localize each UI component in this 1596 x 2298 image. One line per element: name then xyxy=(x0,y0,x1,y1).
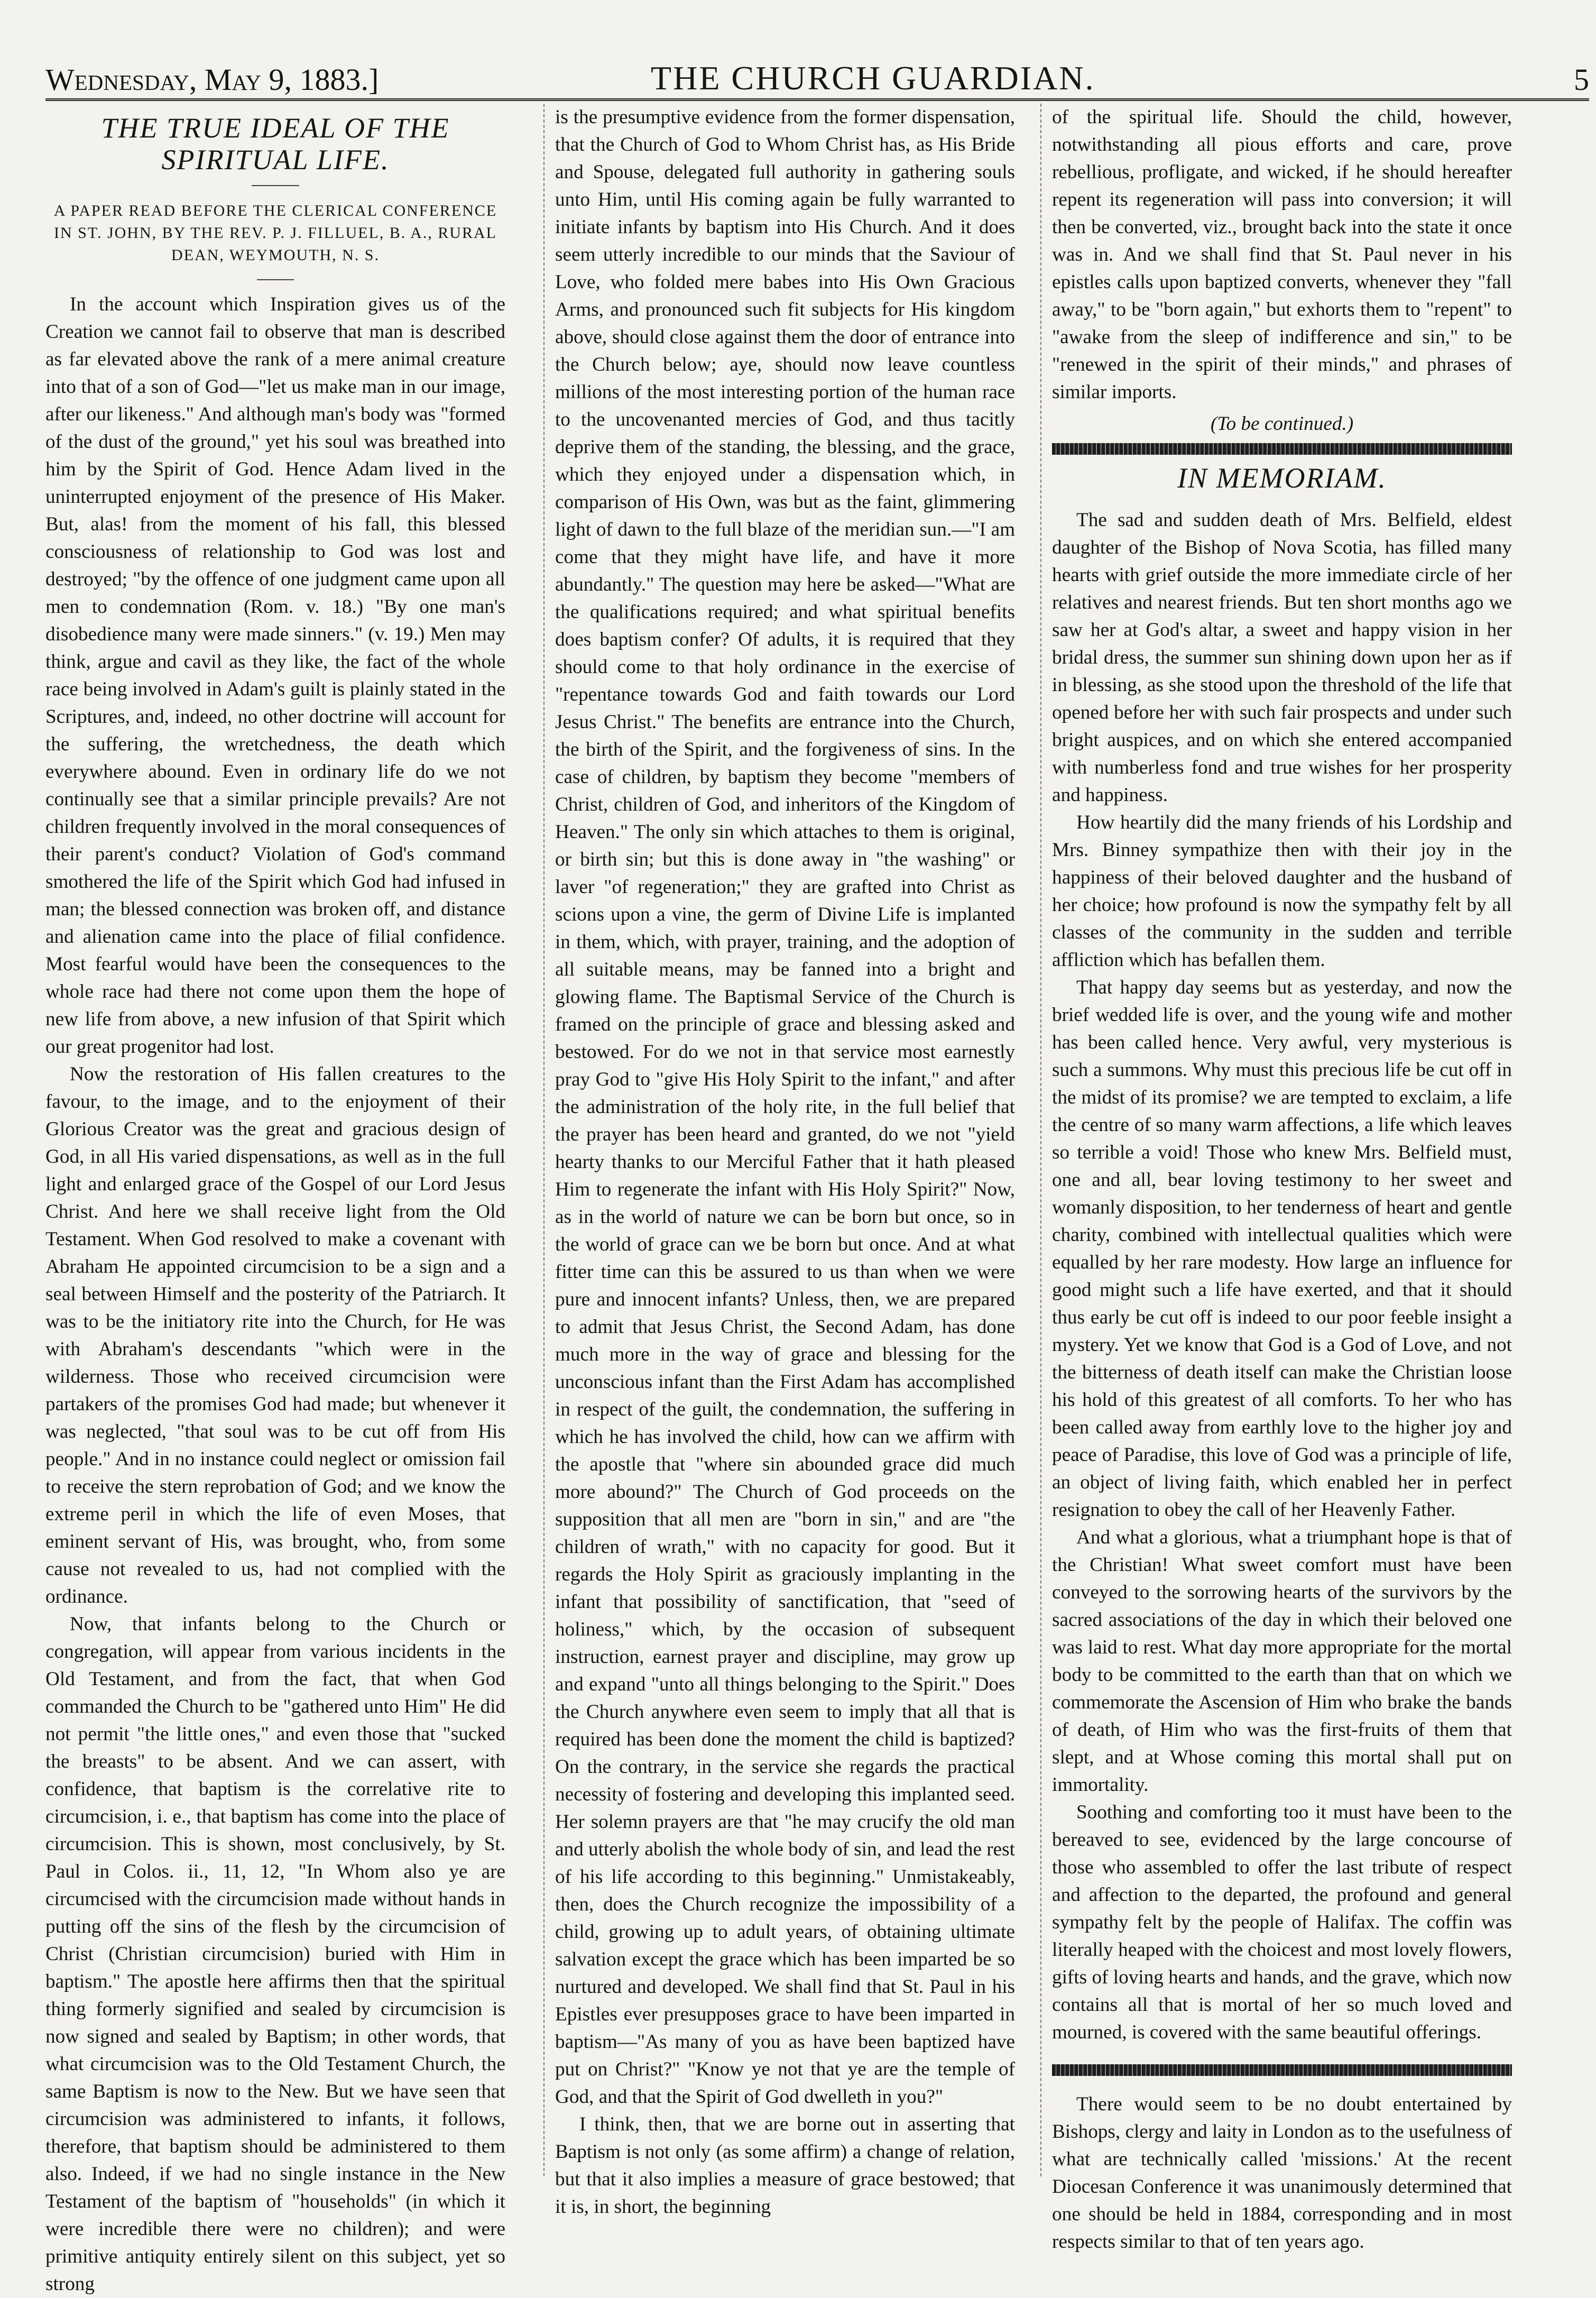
column-2 xyxy=(555,104,1015,2218)
paragraph: I think, then, that we are borne out in asserting that Baptism is not only (as some affirm) a change of relation, but that it also implies a measure of grace bestowed; that it is, in short, the beginning xyxy=(555,2113,1015,2218)
column-1 xyxy=(45,104,505,2295)
to-be-continued: (To be continued.) xyxy=(1210,413,1354,435)
article-title: THE TRUE IDEAL OF THE SPIRITUAL LIFE. xyxy=(101,112,450,176)
paragraph: And what a glorious, what a triumphant hope is that of the Christian! What sweet comfort must have been conveyed to the sorrowing hearts of the survivors by the sacred associations of the day in which their beloved one was laid to rest. What day more appropriate for the mortal body to be committed to the earth than that on which we commemorate the Ascension of Him who brake the bands of death, of Him who was the first-fruits of them that slept, and at Whose coming this mortal shall put on immortality. xyxy=(1052,1527,1512,1796)
paragraph: How heartily did the many friends of his Lordship and Mrs. Binney sympathize then with their joy in the happiness of their beloved daughter and the husband of her choice; how profound is now the sympathy felt by all classes of the community in the sudden and terrible affliction which has befallen them. xyxy=(1052,812,1512,971)
article-title: IN MEMORIAM. xyxy=(1177,462,1387,494)
paragraph: is the presumptive evidence from the former dispensation, that the Church of God to Whom Christ has, as His Bride and Spouse, delegated full authority in gathering souls unto Him, until His coming again be fully warranted to initiate infants by baptism into His Church. And it does seem utterly incredible to our minds that the Saviour of Love, who folded mere babes into His Own Gracious Arms, and pronounced such fit subjects for His kingdom above, should close against them the door of entrance into the Church below; aye, should now leave countless millions of the most interesting portion of the human race to the uncovenanted mercies of God, and thus tacitly deprive them of the standing, the blessing, and the grace, which they enjoyed under a dispensation which, in comparison of His Own, was but as the faint, glimmering light of dawn to the full blaze of the meridian sun.—"I am come that they might have life, and have it more abundantly." The question may here be asked—"What are the qualifications required; and what spiritual benefits does baptism confer? Of adults, it is required that they should come to that holy ordinance in the exercise of "repentance towards God and faith towards our Lord Jesus Christ." The benefits are entrance into the Church, the birth of the Spirit, and the forgiveness of sins. In the case of children, by baptism they become "members of Christ, children of God, and inheritors of the Kingdom of Heaven." The only sin which attaches to them is original, or birth sin; but this is done away in "the washing" or laver "of regeneration;" they are grafted into Christ as scions upon a vine, the germ of Divine Life is implanted in them, which, with prayer, training, and the adoption of all suitable means, may be fanned into a bright and glowing flame. The Baptismal Service of the Church is framed on the principle of grace and blessing asked and bestowed. For do we not in that service most earnestly pray God to "give His Holy Spirit to the infant," and after the administration of the holy rite, in the full belief that the prayer has been heard and granted, do we not "yield hearty thanks to our Merciful Father that it hath pleased Him to regenerate the infant with His Holy Spirit?" Now, as in the world of nature we can be born but once, so in the world of grace can we be born but once. And at what fitter time can this be assured to us than when we were pure and innocent infants? Unless, then, we are prepared to admit that Jesus Christ, the Second Adam, has done much more in the way of grace and blessing for the unconscious infant than the First Adam has accomplished in respect of the guilt, the condemnation, the suffering in which he has involved the child, how can we affirm with the apostle that "where sin abounded grace did much more abound?" The Church of God proceeds on the supposition that all men are "born in sin," and are "the children of wrath," with no capacity for good. But it regards the Holy Spirit as graciously implanting in the infant that possibility of sanctification, that "seed of holiness," which, by the occasion of subsequent instruction, earnest prayer and discipline, may grow up and expand "unto all things belonging to the Spirit." Does the Church anywhere even seem to imply that all that is required has been done the moment the child is baptized? On the contrary, in the service she regards the practical necessity of fostering and developing this implanted seed. Her solemn prayers are that "he may crucify the old man and utterly abolish the whole body of sin, and lead the rest of his life according to this beginning." Unmistakeably, then, does the Church recognize the impossibility of a child, growing up to adult years, of obtaining ultimate salvation except the grace which has been imparted be so nurtured and developed. We shall find that St. Paul in his Epistles ever presupposes grace to have been imparted in baptism—"As many of you as have been baptized have put on Christ?" "Know ye not that ye are the temple of God, and that the Spirit of God dwelleth in you?" xyxy=(555,106,1015,2108)
paragraph: In the account which Inspiration gives us of the Creation we cannot fail to observe that man is described as far elevated above the rank of a mere animal creature into that of a son of God—"let us make man in our image, after our likeness." And although man's body was "formed of the dust of the ground," yet his soul was breathed into him by the Spirit of God. Hence Adam lived in the uninterrupted enjoyment of the presence of His Maker. But, alas! from the moment of his fall, this blessed consciousness of relationship to God was lost and destroyed; "by the offence of one judgment came upon all men to condemnation (Rom. v. 18.) "By one man's disobedience many were made sinners." (v. 19.) Men may think, argue and cavil as they like, the fact of the whole race being involved in Adam's guilt is plainly stated in the Scriptures, and, indeed, no other doctrine will account for the suffering, the wretchedness, the death which everywhere abound. Even in ordinary life do we not continually see that a similar principle prevails? Are not children frequently involved in the moral consequences of their parent's conduct? Violation of God's command smothered the life of the Spirit which God had infused in man; the blessed connection was broken off, and distance and alienation came into the place of filial confidence. Most fearful would have been the consequences to the whole race had there not come upon them the hope of new life from above, a new infusion of that Spirit which our great progenitor had lost. xyxy=(45,293,505,1058)
article-byline: A PAPER READ BEFORE THE CLERICAL CONFERENCE IN ST. JOHN, BY THE REV. P. J. FILLUEL, B. A., RURAL DEAN, WEYMOUTH, N. S. xyxy=(53,202,497,264)
paragraph: Soothing and comforting too it must have been to the bereaved to see, evidenced by the large concourse of those who assembled to offer the last tribute of respect and affection to the departed, the profound and general sympathy felt by the people of Halifax. The coffin was literally heaped with the choicest and most lovely flowers, gifts of loving hearts and hands, and the grave, which now contains all that is mortal of her so much loved and mourned, is covered with the same beautiful offerings. xyxy=(1052,1801,1512,2043)
column-rule xyxy=(1040,104,1041,2176)
paragraph: The sad and sudden death of Mrs. Belfield, eldest daughter of the Bishop of Nova Scotia, has filled many hearts with grief outside the more immediate circle of her relatives and nearest friends. But ten short months ago we saw her at God's altar, a sweet and happy vision in her bridal dress, the summer sun shining down upon her as if in blessing, as she stood upon the threshold of the life that opened before her with such fair prospects and under such bright auspices, and on which she entered accompanied with numberless fond and true wishes for her prosperity and happiness. xyxy=(1052,509,1512,806)
section-divider xyxy=(1052,2064,1512,2076)
paragraph: of the spiritual life. Should the child, however, notwithstanding all pious efforts and care, prove rebellious, profligate, and wicked, if he should hereafter repent its regeneration will pass into conversion; it will then be converted, viz., brought back into the state it once was in. And we shall find that St. Paul never in his epistles calls upon baptized converts, whenever they "fall away," to be "born again," but exhorts them to "repent" to "awake from the sleep of indifference and sin," to be "renewed in the spirit of their minds," and phrases of similar imports. xyxy=(1052,106,1512,403)
paragraph: That happy day seems but as yesterday, and now the brief wedded life is over, and the young wife and mother has been called hence. Very awful, very mysterious is such a summons. Why must this precious life be cut off in the midst of its promise? we are tempted to exclaim, a life the centre of so many warm affections, a life which leaves so terrible a void! Those who knew Mrs. Belfield must, one and all, bear loving testimony to her sweet and womanly disposition, to her tenderness of heart and gentle charity, combined with intellectual qualities which were equalled by her rare modesty. How large an influence for good might such a life have exerted, and that it should thus early be cut off is indeed to our poor feeble insight a mystery. Yet we know that God is a God of Love, and not the bitterness of death itself can make the Christian loose his hold of this greatest of all comforts. To her who has been called away from earthly love to the higher joy and peace of Paradise, this love of God was a principle of life, an object of living faith, which enabled her in perfect resignation to obey the call of her Heavenly Father. xyxy=(1052,977,1512,1521)
page-number: 5 xyxy=(1574,62,1589,97)
short-rule xyxy=(257,279,294,280)
newspaper-title: THE CHURCH GUARDIAN. xyxy=(651,59,1095,97)
paragraph: Now, that infants belong to the Church or congregation, will appear from various incidents in the Old Testament, and from the fact, that when God commanded the Church to be "gathered unto Him" He did not permit "the little ones," and even those that "sucked the breasts" to be absent. And we can assert, with confidence, that baptism is the correlative rite to circumcision, i. e., that baptism has come into the place of circumcision. This is shown, most conclusively, by St. Paul in Colos. ii., 11, 12, "In Whom also ye are circumcised with the circumcision made without hands in putting off the sins of the flesh by the circumcision of Christ (Christian circumcision) buried with Him in baptism." The apostle here affirms then that the spiritual thing formerly signified and sealed by circumcision is now signed and sealed by Baptism; in other words, that what circumcision was to the Old Testament Church, the same Baptism is now to the New. But we have seen that circumcision was administered to infants, it follows, therefore, that baptism should be administered to them also. Indeed, if we had no single instance in the New Testament of the baptism of "households" (in which it were incredible there were no children); and were primitive antiquity entirely silent on this subject, yet so strong xyxy=(45,1613,505,2295)
paragraph: There would seem to be no doubt entertained by Bishops, clergy and laity in London as to the usefulness of what are technically called 'missions.' At the recent Diocesan Conference it was unanimously determined that one should be held in 1884, corresponding and in most respects similar to that of ten years ago. xyxy=(1052,2093,1512,2253)
issue-date: Wednesday, May 9, 1883.] xyxy=(45,62,379,97)
column-rule xyxy=(543,104,545,2176)
column-3 xyxy=(1052,104,1512,2253)
paragraph: Now the restoration of His fallen creatures to the favour, to the image, and to the enjoyment of their Glorious Creator was the great and gracious design of God, in all His varied dispensations, as well as in the full light and enlarged grace of the Gospel of our Lord Jesus Christ. And here we shall receive light from the Old Testament. When God resolved to make a covenant with Abraham He appointed circumcision to be a sign and a seal between Himself and the posterity of the Patriarch. It was to be the initiatory rite into the Church, for He was with Abraham's descendants "which were in the wilderness. Those who received circumcision were partakers of the promises God had made; but whenever it was neglected, "that soul was to be cut off from His people." And in no instance could neglect or omission fail to receive the stern reprobation of God; and we know the extreme peril in which the life of even Moses, that eminent servant of His, was brought, who, from some cause not revealed to us, had not complied with the ordinance. xyxy=(45,1063,505,1607)
masthead xyxy=(45,53,1589,101)
section-divider xyxy=(1052,443,1512,455)
short-rule xyxy=(252,185,299,186)
